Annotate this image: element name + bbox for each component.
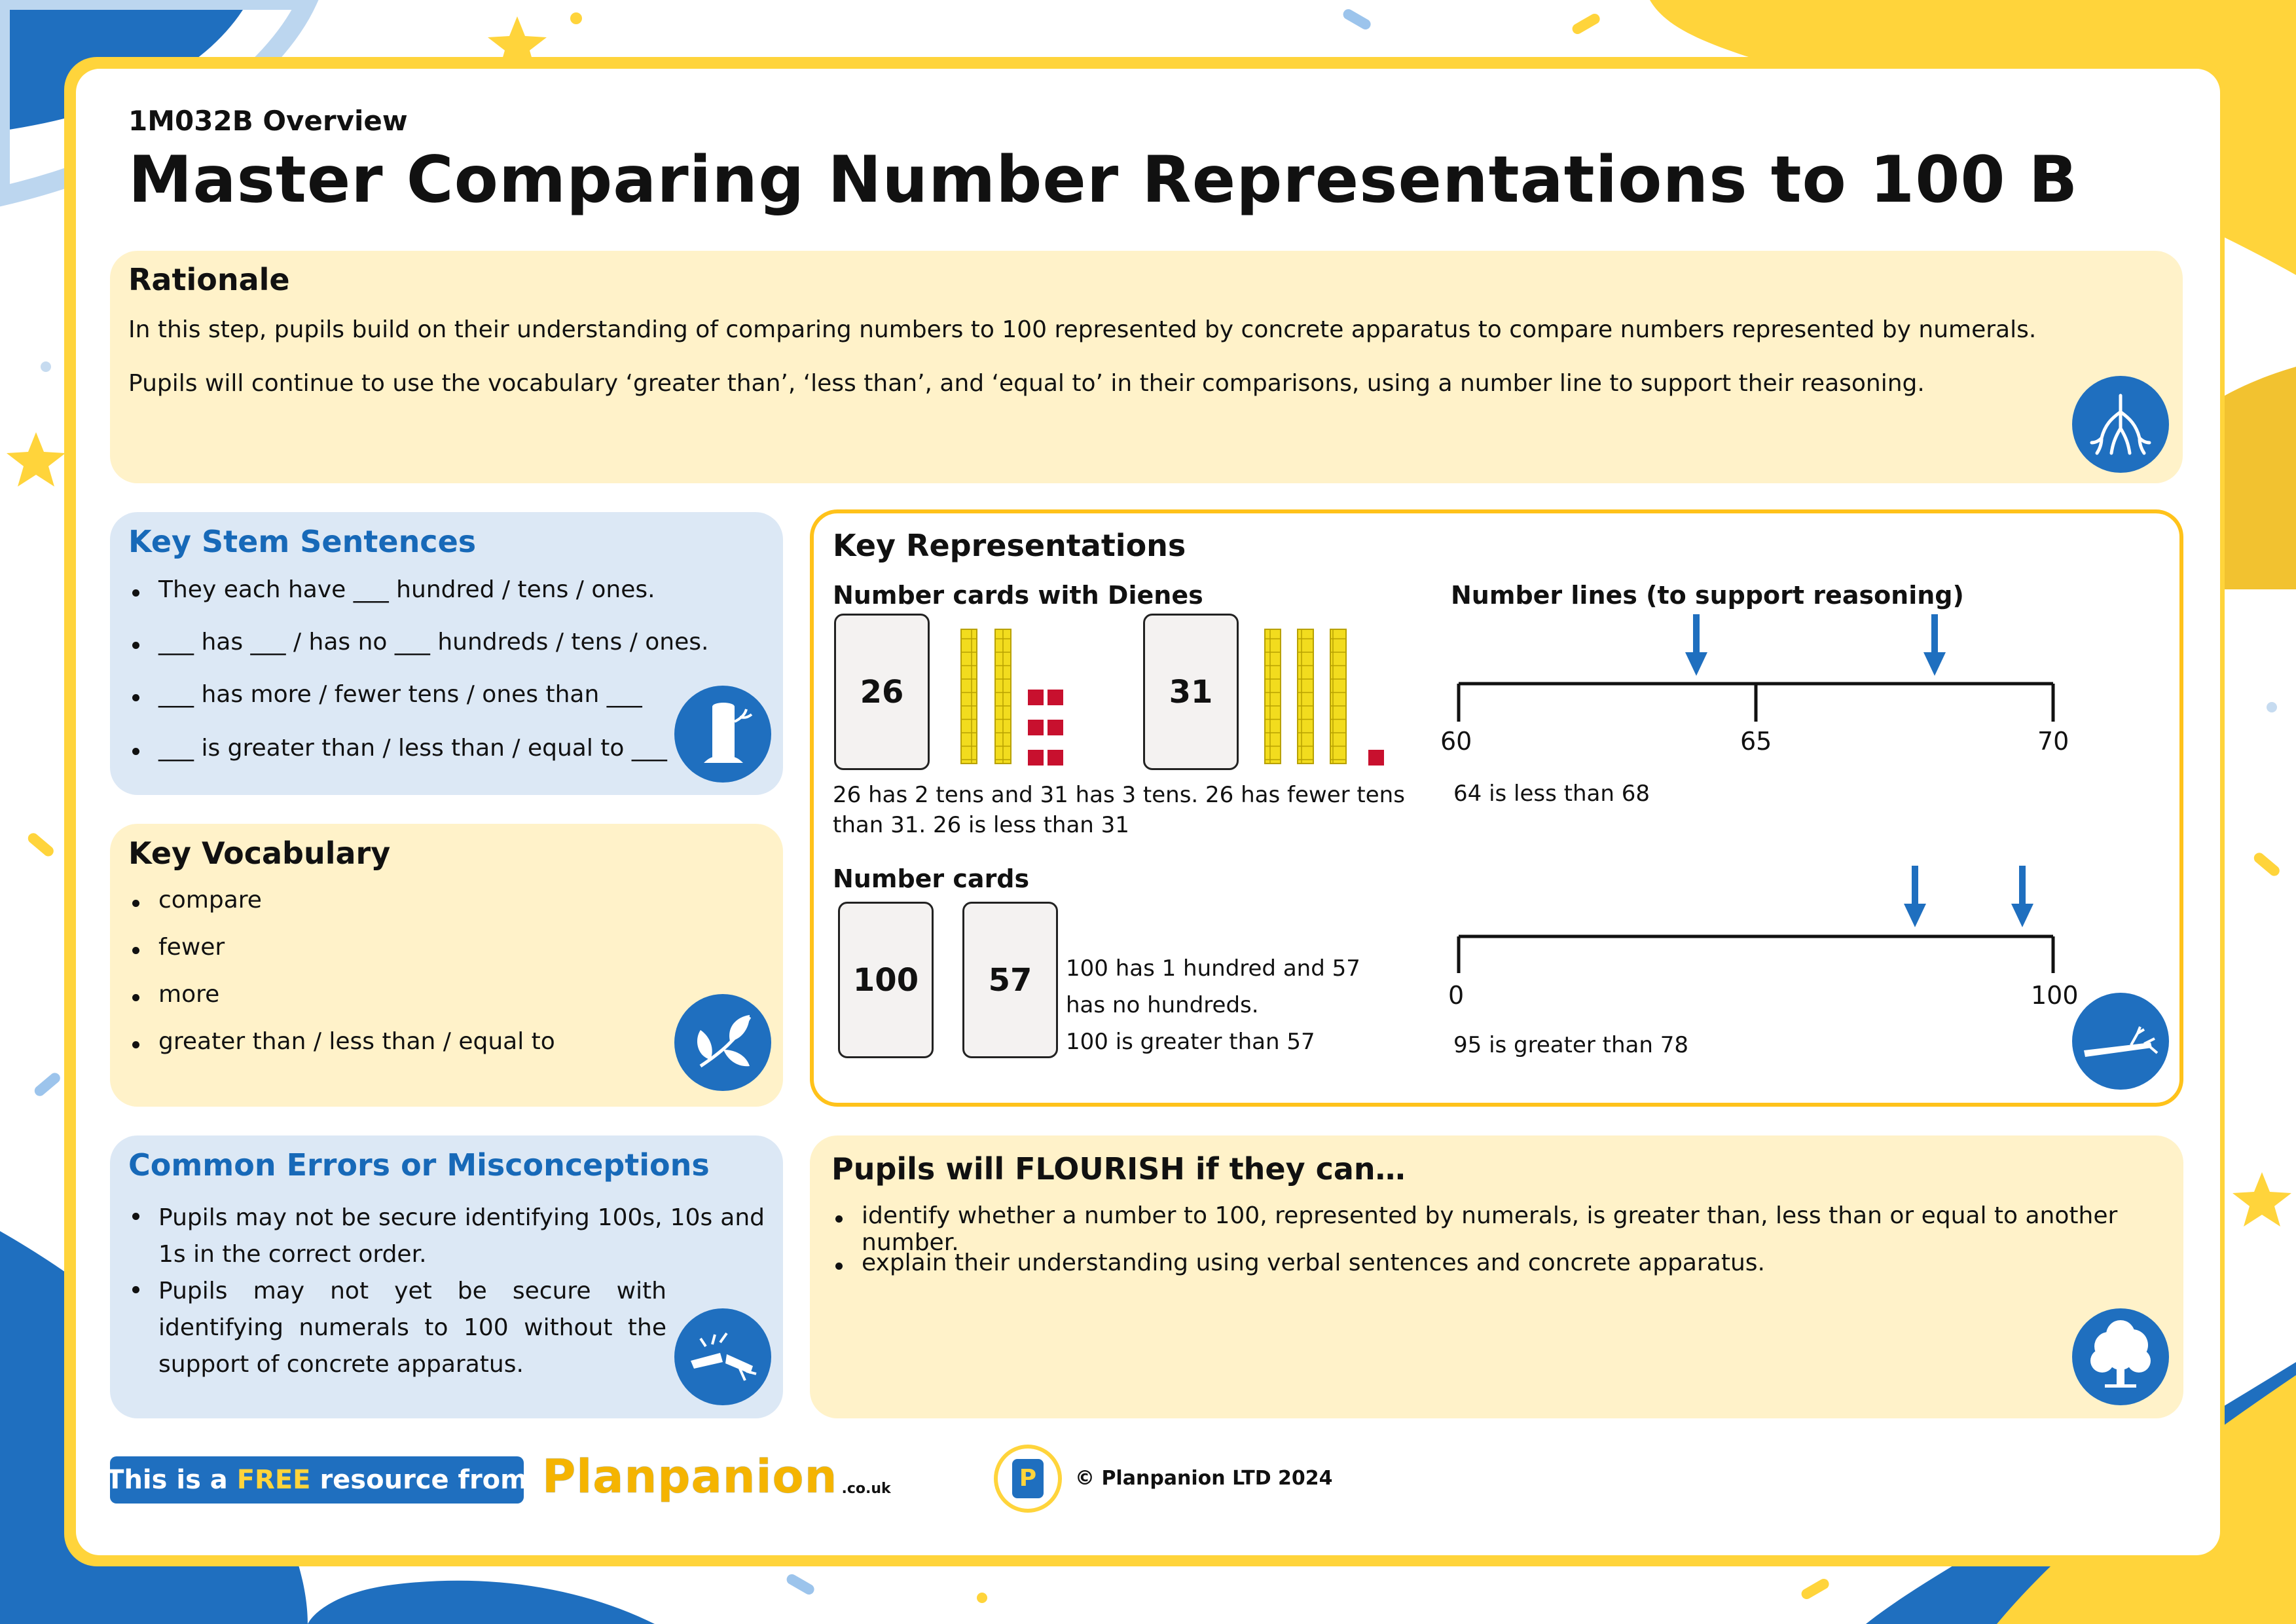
list-item: Pupils may not be secure identifying 100s, 10s and 1s in the correct order. — [128, 1200, 765, 1273]
dienes-heading: Number cards with Dienes — [833, 581, 1203, 610]
dienes-caption-line-2: than 31. 26 is less than 31 — [833, 812, 1129, 838]
errors-title: Common Errors or Misconceptions — [128, 1147, 710, 1183]
line2-label-0: 0 — [1448, 981, 1465, 1010]
roots-icon — [2072, 376, 2169, 473]
number-card-57: 57 — [962, 902, 1058, 1058]
overview-code: 1M032B Overview — [128, 105, 408, 137]
stem-title: Key Stem Sentences — [128, 524, 477, 559]
list-item: ___ is greater than / less than / equal to ___ — [128, 735, 718, 762]
stem-list — [128, 576, 718, 762]
vocab-title: Key Vocabulary — [128, 836, 391, 871]
rationale-panel — [110, 251, 2183, 483]
list-item: compare — [128, 887, 718, 934]
line1-label-65: 65 — [1740, 727, 1772, 756]
line2-label-100: 100 — [2031, 981, 2079, 1010]
rationale-paragraph-2: Pupils will continue to use the vocabulary ‘greater than’, ‘less than’, and ‘equal to’ in their comparisons, using a number line to support their reasoning. — [128, 370, 1925, 397]
list-item: greater than / less than / equal to — [128, 1028, 718, 1055]
arrow-68 — [1923, 614, 1946, 676]
number-card-31: 31 — [1143, 614, 1239, 770]
list-item: more — [128, 981, 718, 1028]
vocab-list — [128, 887, 718, 1055]
list-item: Pupils may not yet be secure with identifying numerals to 100 without the support of concrete apparatus. — [128, 1273, 765, 1383]
list-item: fewer — [128, 934, 718, 981]
list-item: identify whether a number to 100, represented by numerals, is greater than, less than or equal to another number. — [831, 1202, 2167, 1249]
line1-caption: 64 is less than 68 — [1453, 781, 1650, 807]
broken-branch-icon — [674, 1308, 771, 1405]
cards-caption-line-2: has no hundreds. — [1066, 992, 1259, 1018]
copyright: © Planpanion LTD 2024 — [1075, 1467, 1333, 1490]
free-resource-banner — [106, 1456, 528, 1504]
tree-icon — [2072, 1308, 2169, 1405]
banner-pre: This is a — [106, 1465, 237, 1495]
page-title: Master Comparing Number Representations to 100 B — [128, 143, 2079, 217]
banner-free: FREE — [236, 1465, 311, 1495]
number-card-100: 100 — [838, 902, 934, 1058]
dienes-caption-line-1: 26 has 2 tens and 31 has 3 tens. 26 has fewer tens — [833, 782, 1405, 808]
leaves-icon — [674, 994, 771, 1091]
banner-post: resource from — [310, 1465, 528, 1495]
errors-list — [128, 1200, 765, 1383]
list-item: They each have ___ hundred / tens / ones. — [128, 576, 718, 629]
cards-caption-line-3: 100 is greater than 57 — [1066, 1029, 1315, 1055]
number-lines-heading: Number lines (to support reasoning) — [1451, 581, 1964, 610]
line1-label-60: 60 — [1440, 727, 1472, 756]
line1-label-70: 70 — [2037, 727, 2069, 756]
arrow-95 — [2011, 866, 2033, 927]
list-item: ___ has more / fewer tens / ones than ___ — [128, 681, 718, 735]
flourish-title: Pupils will FLOURISH if they can… — [831, 1151, 1406, 1187]
rationale-title: Rationale — [128, 262, 290, 297]
logo-text: Planpanion — [542, 1450, 838, 1504]
cards-heading: Number cards — [833, 864, 1030, 893]
number-line-0-100 — [1440, 858, 2069, 982]
planpanion-logo[interactable] — [542, 1447, 891, 1506]
list-item: ___ has ___ / has no ___ hundreds / tens / ones. — [128, 629, 718, 681]
arrow-78 — [1904, 866, 1926, 927]
planpanion-badge-icon: P — [994, 1445, 1062, 1513]
list-item: explain their understanding using verbal sentences and concrete apparatus. — [831, 1249, 2167, 1276]
line2-caption: 95 is greater than 78 — [1453, 1032, 1688, 1058]
tree-trunk-icon — [674, 686, 771, 783]
number-card-26: 26 — [834, 614, 930, 770]
keyrep-title: Key Representations — [833, 528, 1186, 563]
branch-icon — [2072, 993, 2169, 1090]
rationale-paragraph-1: In this step, pupils build on their understanding of comparing numbers to 100 represented by concrete apparatus to compare numbers represented by numerals. — [128, 316, 2037, 343]
arrow-64 — [1685, 614, 1707, 676]
cards-caption-line-1: 100 has 1 hundred and 57 — [1066, 955, 1360, 982]
flourish-list — [831, 1202, 2167, 1276]
dienes-blocks — [956, 625, 1388, 769]
logo-suffix: .co.uk — [841, 1481, 891, 1497]
